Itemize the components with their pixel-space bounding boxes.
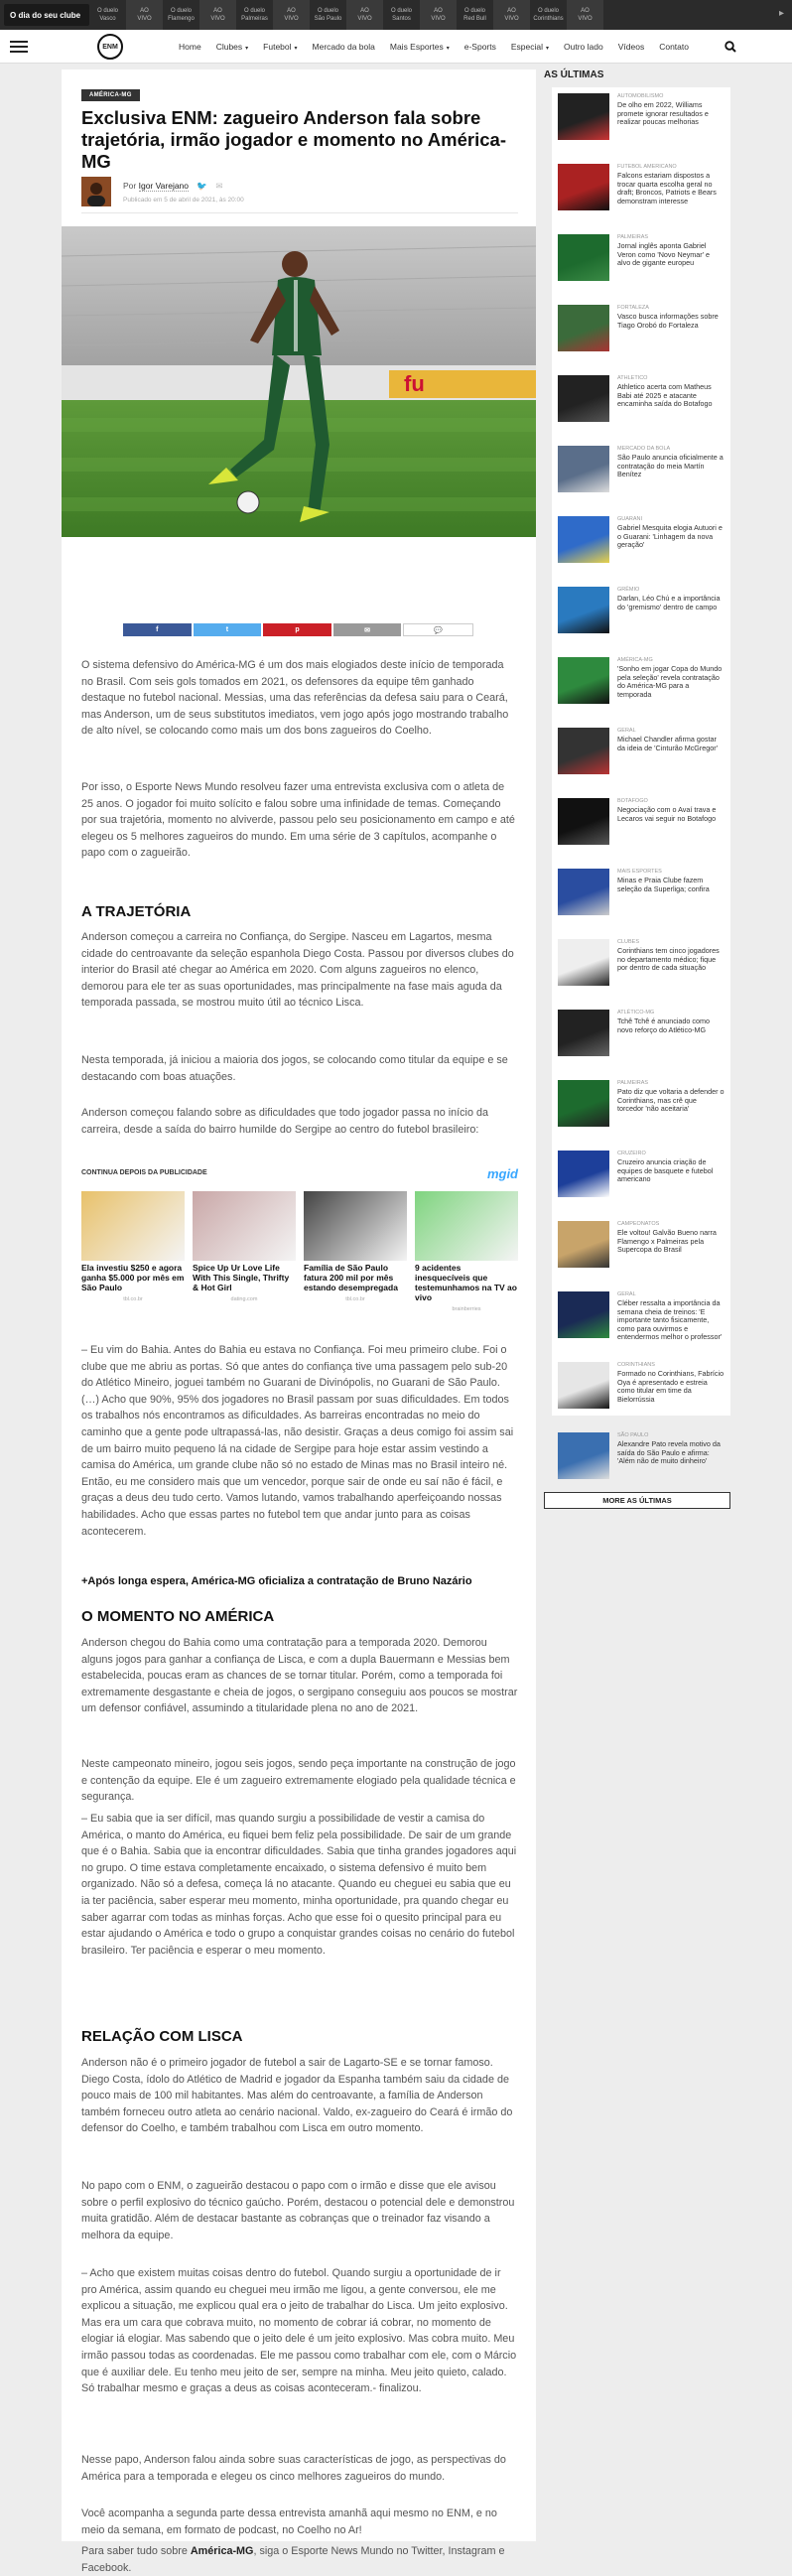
- news-category[interactable]: CLUBES: [617, 939, 640, 945]
- sidebar-news-item[interactable]: [552, 863, 730, 922]
- ticker-line: VIVO: [284, 16, 299, 22]
- ticker-line: AO: [287, 8, 296, 14]
- svg-text:fu: fu: [404, 371, 425, 396]
- news-category[interactable]: ATHLETICO: [617, 375, 648, 381]
- news-category[interactable]: GRÊMIO: [617, 587, 640, 593]
- news-thumbnail: [558, 798, 609, 845]
- nav-item-label: e-Sports: [463, 42, 496, 52]
- sponsored-source: brainberries: [452, 1306, 481, 1312]
- section-heading: A TRAJETÓRIA: [81, 903, 192, 920]
- ticker-line: VIVO: [210, 16, 225, 22]
- sidebar-news-item[interactable]: [552, 651, 730, 711]
- news-title[interactable]: Michael Chandler afirma gostar da ideia de 'Cinturão McGregor': [617, 735, 719, 752]
- ticker-item[interactable]: [126, 0, 163, 30]
- divider: [81, 212, 518, 213]
- news-category[interactable]: ATLÉTICO-MG: [617, 1010, 655, 1016]
- ticker-item[interactable]: [273, 0, 310, 30]
- sidebar-news-item[interactable]: [552, 1074, 730, 1134]
- news-category[interactable]: GERAL: [617, 728, 636, 734]
- sidebar-news-item[interactable]: [552, 722, 730, 781]
- footer-text: , siga o Esporte News Mundo no Twitter, Instagram e Facebook.: [81, 2545, 505, 2574]
- ticker-item[interactable]: [567, 0, 603, 30]
- section-heading: RELAÇÃO COM LISCA: [81, 2028, 243, 2045]
- sponsored-image: [193, 1191, 296, 1261]
- nav-item-e-sports[interactable]: [464, 42, 496, 52]
- sponsored-image: [304, 1191, 407, 1261]
- news-title[interactable]: Darlan, Léo Chú e a importância do 'gremismo' dentro de campo: [617, 594, 721, 611]
- article-paragraph: Neste campeonato mineiro, jogou seis jogos, sendo peça importante na construção de jogo e contenção da equipe. Ele é um zagueiro extremamente elogiado pela qualidade técnica e segurança.: [81, 1758, 516, 1804]
- news-title[interactable]: Alexandre Pato revela motivo da saída do São Paulo e afirma: 'Além não de muito dinheiro': [617, 1439, 721, 1466]
- news-category[interactable]: CAMPEONATOS: [617, 1221, 660, 1227]
- nav-item-label: Futebol: [263, 42, 292, 52]
- news-category[interactable]: AUTOMOBILISMO: [617, 93, 664, 99]
- news-title[interactable]: Cruzeiro anuncia criação de equipes de basquete e futebol americano: [617, 1157, 714, 1184]
- ticker-item[interactable]: [457, 0, 493, 30]
- article-paragraph: Nesse papo, Anderson falou ainda sobre suas características de jogo, as perspectivas do América para a temporada e elegeu os cinco melhores zagueiros do mundo.: [81, 2454, 506, 2483]
- nav-item-label: Vídeos: [617, 42, 645, 52]
- news-thumbnail: [558, 939, 609, 986]
- news-category[interactable]: PALMEIRAS: [617, 1080, 649, 1086]
- ticker-line: Corinthians: [533, 16, 564, 22]
- news-category[interactable]: GUARANI: [617, 516, 643, 522]
- chevron-down-icon: ▾: [294, 46, 298, 52]
- ticker-line: O duelo: [243, 8, 265, 14]
- nav-item-especial[interactable]: [511, 42, 549, 52]
- ticker-item[interactable]: [493, 0, 530, 30]
- news-title[interactable]: Minas e Praia Clube fazem seleção da Superliga; confira: [617, 876, 710, 893]
- nav-item-contato[interactable]: [659, 42, 689, 52]
- news-thumbnail: [558, 234, 609, 281]
- top-ticker-bar: [0, 0, 792, 30]
- news-title[interactable]: Negociação com o Avaí trava e Lecaros vai seguir no Botafogo: [617, 805, 717, 823]
- ticker-line: O duelo: [170, 8, 192, 14]
- sponsored-title: Ela investiu $250 e agora ganha $5.000 por mês em São Paulo: [81, 1263, 185, 1292]
- article-paragraph: Anderson chegou do Bahia como uma contratação para a temporada 2020. Demorou alguns jogos para ganhar a confiança de Lisca, e com a dupla Bauermann e Messias bem estabelecida, poucas eram as chances de se tornar titular. Porém, como a temporada foi extremamente desgastante e cheia de jogos, o sergipano conseguiu aos poucos se mostrar um defensor confiável, assumindo a titularidade plena no ano de 2021.: [81, 1637, 518, 1715]
- nav-item-v-deos[interactable]: [618, 42, 644, 52]
- ticker-item[interactable]: [163, 0, 199, 30]
- more-latest-button[interactable]: MORE AS ÚLTIMAS: [544, 1492, 730, 1509]
- sponsored-title: 9 acidentes inesquecíveis que testemunhamos na TV ao vivo: [415, 1263, 517, 1302]
- sponsored-title: Família de São Paulo fatura 200 mil por mês estando desempregada: [304, 1263, 398, 1292]
- ticker-item[interactable]: [236, 0, 273, 30]
- footer-text: Para saber tudo sobre: [81, 2545, 188, 2557]
- ticker-line: VIVO: [137, 16, 152, 22]
- news-title[interactable]: Jornal inglês aponta Gabriel Veron como 'Novo Neymar' e alvo de gigante europeu: [617, 241, 711, 268]
- article-paragraph: Nesta temporada, já iniciou a maioria dos jogos, se colocando como titular da equipe e se destacando com boas atuações.: [81, 1054, 508, 1083]
- share-email-button[interactable]: ✉: [333, 623, 402, 636]
- ticker-list: [89, 0, 603, 30]
- article-paragraph: O sistema defensivo do América-MG é um dos mais elogiados deste início de temporada no Brasil. Com seis gols tomados em 2021, os defensores da equipe têm ganhado destaque no futebol nacional. Messias, uma das referências da defesa saiu para o Ceará, mas Anderson, um de seus substitutos imediatos, vem jogo após jogo mostrando trabalho de alto nível, se colocando como mais um dos bons zagueiros do Coelho.: [81, 659, 509, 738]
- sidebar-title: AS ÚLTIMAS: [544, 69, 604, 80]
- news-category[interactable]: MAIS ESPORTES: [617, 869, 662, 875]
- sidebar-news-item[interactable]: [552, 1356, 730, 1416]
- sponsored-title: Spice Up Ur Love Life With This Single, Thrifty & Hot Girl: [193, 1263, 290, 1292]
- chevron-down-icon: ▾: [245, 46, 249, 52]
- nav-item-label: Mais Esportes: [389, 42, 444, 52]
- news-category[interactable]: CORINTHIANS: [617, 1362, 655, 1368]
- sidebar-news-item[interactable]: [552, 1004, 730, 1063]
- news-thumbnail: [558, 1221, 609, 1268]
- ticker-line: VIVO: [578, 16, 593, 22]
- author-byline: [123, 181, 222, 192]
- sidebar-news-item[interactable]: [552, 1145, 730, 1204]
- article-paragraph: – Eu vim do Bahia. Antes do Bahia eu estava no Confiança. Foi meu primeiro clube. Foi o clube que me abriu as portas. Só que antes do confiança tive uma passagem pelo sub-20 do Atlético Mineiro, joguei também no Guarani de Divinópolis, no Guarani de São Paulo. (…) Acho que 90%, 95% dos jogadores no Brasil passam por suas dificuldades. Em todos os trabalhos nós encontramos as dificuldades. As barreiras encontradas no meio do caminho que a gente pode ultrapassá-las, não desistir. Graças a deus comigo foi assim sai de um bairro muito pequeno lá na cidade de Sergipe para hoje estar assim vestindo a camisa do América, um grande clube não só no estado de Minas mas no Brasil inteiro né. Então, eu me considero mais que um vencedor, porque sair de onde eu saí não é fácil, e graças a deus deu tudo certo. Vamos lutando, vamos trabalhando aperfeiçoando nossas habilidades. Acho que essas partes no futebol tem que andar junto para as coisas acontecerem.: [81, 1344, 514, 1538]
- news-thumbnail: [558, 587, 609, 633]
- news-title[interactable]: Tchê Tchê é anunciado como novo reforço do Atlético-MG: [617, 1017, 710, 1034]
- sponsored-content-block: [81, 1166, 518, 1322]
- ticker-line: Red Bull: [463, 16, 486, 22]
- ticker-item[interactable]: [383, 0, 420, 30]
- ticker-brand-label[interactable]: O dia do seu clube: [4, 4, 89, 26]
- ticker-line: AO: [140, 8, 149, 14]
- nav-item-futebol[interactable]: [263, 42, 297, 52]
- sponsored-image: [415, 1191, 518, 1261]
- news-category[interactable]: AMÉRICA-MG: [617, 657, 653, 663]
- ad-network-logo[interactable]: mgid: [486, 1166, 518, 1181]
- news-thumbnail: [558, 375, 609, 422]
- nav-item-outro-lado[interactable]: [564, 42, 603, 52]
- nav-item-mercado-da-bola[interactable]: [313, 42, 375, 52]
- nav-item-label: Clubes: [215, 42, 243, 52]
- news-category[interactable]: MERCADO DA BOLA: [617, 446, 671, 452]
- article-paragraph: Anderson não é o primeiro jogador de futebol a sair de Lagarto-SE e se tornar famoso. Diego Costa, ídolo do Atlético de Madrid e jogador da Espanha também saiu da cidade de pouco mais de 100 mil habitantes. Mas além do centroavante, a família de Anderson também forneceu outro atleta ao cenário nacional. Valdo, ex-zagueiro do Ceará é irmão do defensor do Coelho, e também trabalhou com Lisca em outro momento.: [81, 2057, 513, 2135]
- news-thumbnail: [558, 869, 609, 915]
- share-pinterest-button[interactable]: p: [263, 623, 331, 636]
- byline-prefix: Por: [123, 181, 137, 191]
- sidebar-news-item[interactable]: [552, 792, 730, 852]
- ticker-line: Vasco: [99, 16, 116, 22]
- article-paragraph: – Eu sabia que ia ser difícil, mas quando surgiu a possibilidade de vestir a camisa do América, o manto do América, eu fiquei bem feliz pela possibilidade. De sair de um grande que é o Bahia. Sabia que ia encontrar dificuldades. Sabia que tinha grandes jogadores aqui no grupo. O time estava completamente encaixado, o sistema defensivo é muito bem organizado. Não só a defesa, começa lá no atacante. Quando eu cheguei eu sabia que eu ia ter paciência, saber esperar meu momento, minha oportunidade, pra quando chegar eu saber agarrar com todas as minhas forças. Acho que esse foi o quesito principal para eu estar ajudando o América e todo o grupo a conquistar grandes coisas no cenário do futebol brasileiro. Ter paciência e esperar o meu momento.: [81, 1813, 517, 1957]
- chevron-down-icon: ▾: [446, 46, 450, 52]
- article-paragraph: No papo com o ENM, o zagueirão destacou o papo com o irmão e disse que ele avisou sobre o perfil explosivo do técnico gaúcho. Porém, destacou o potencial dele e demonstrou muita gratidão. Além de destacar bastante as cobranças que o treinador faz visando a melhora da equipe.: [81, 2180, 515, 2241]
- hero-image: [62, 226, 536, 537]
- club-tag-link[interactable]: América-MG: [190, 2545, 254, 2557]
- article-paragraph: Anderson começou a carreira no Confiança, do Sergipe. Nasceu em Lagartos, mesma cidade do centroavante da seleção espanhola Diego Costa. Passou por diversos clubes do interior do Brasil até chegar ao América em 2020. Com alguns zagueiros no elenco, demorou para ele ter as suas oportunidades, mas principalmente na fase mais aguda da temporada passada, se mostrou muito útil ao técnico Lisca.: [81, 931, 514, 1010]
- main-nav: [0, 30, 792, 64]
- sponsored-image: [81, 1191, 185, 1261]
- author-twitter-icon[interactable]: 🐦: [197, 181, 207, 191]
- ticker-item[interactable]: [346, 0, 383, 30]
- news-thumbnail: [558, 446, 609, 492]
- share-twitter-button[interactable]: t: [194, 623, 262, 636]
- sidebar-news-item[interactable]: [552, 440, 730, 499]
- ticker-line: AO: [581, 8, 590, 14]
- sponsored-card[interactable]: [193, 1191, 296, 1302]
- sidebar-news-item[interactable]: [552, 510, 730, 570]
- news-title[interactable]: Formado no Corinthians, Fabrício Oya é apresentado e estreia como titular em time da Bielorrússia: [617, 1369, 725, 1404]
- news-title[interactable]: Corinthians tem cinco jogadores no departamento médico; fique por dentro de cada situação: [617, 946, 720, 973]
- news-category[interactable]: CRUZEIRO: [617, 1151, 646, 1156]
- ticker-line: O duelo: [537, 8, 559, 14]
- section-heading: O MOMENTO NO AMÉRICA: [81, 1608, 275, 1625]
- ticker-item[interactable]: [199, 0, 236, 30]
- ad-header-label: CONTINUA DEPOIS DA PUBLICIDADE: [81, 1169, 207, 1176]
- ticker-line: VIVO: [357, 16, 372, 22]
- ticker-line: O duelo: [390, 8, 412, 14]
- search-icon[interactable]: [725, 41, 736, 53]
- sidebar-news-item[interactable]: [552, 299, 730, 358]
- article-card: [62, 69, 536, 2574]
- news-title[interactable]: São Paulo anuncia oficialmente a contratação do meia Martín Benítez: [617, 453, 724, 479]
- ticker-line: VIVO: [504, 16, 519, 22]
- news-category[interactable]: FORTALEZA: [617, 305, 649, 311]
- sponsored-source: dating.com: [230, 1296, 258, 1302]
- article-paragraph: Você acompanha a segunda parte dessa entrevista amanhã aqui mesmo no ENM, e no meio da semana, em formato de podcast, no Coelho no Ar!: [81, 2508, 497, 2536]
- nav-item-clubes[interactable]: [216, 42, 248, 52]
- news-thumbnail: [558, 728, 609, 774]
- sidebar-news-item[interactable]: [552, 1286, 730, 1345]
- published-date: Publicado em 5 de abril de 2021, às 20:00: [123, 197, 244, 203]
- news-category[interactable]: BOTAFOGO: [617, 798, 648, 804]
- ticker-line: São Paulo: [314, 16, 342, 22]
- news-category[interactable]: SÃO PAULO: [617, 1432, 649, 1438]
- latest-news-list: [552, 87, 730, 1466]
- nav-item-home[interactable]: [179, 42, 201, 52]
- comment-button[interactable]: 💬: [403, 623, 473, 636]
- news-thumbnail: [558, 1010, 609, 1056]
- news-title[interactable]: Pato diz que voltaria a defender o Corinthians, mas crê que torcedor 'não aceitaria': [617, 1087, 725, 1114]
- sidebar-news-item[interactable]: [552, 1215, 730, 1275]
- nav-item-label: Contato: [659, 42, 689, 52]
- news-thumbnail: [558, 1291, 609, 1338]
- article-paragraph: Por isso, o Esporte News Mundo resolveu fazer uma entrevista exclusiva com o atleta de 25 anos. O jogador foi muito solícito e falou sobre uma infinidade de temas. Começando por sua trajetória, momento no alviverde, passou pelo seu posicionamento em campo e até elegeu os 5 melhores zagueiros do mundo. Em uma série de 3 capítulos, acompanhe o papo com o zagueirão.: [81, 781, 515, 860]
- sidebar-news-item[interactable]: [552, 1426, 730, 1486]
- sponsored-card[interactable]: [415, 1191, 518, 1312]
- sidebar-news-item[interactable]: [552, 581, 730, 640]
- nav-item-mais-esportes[interactable]: [390, 42, 450, 52]
- news-title[interactable]: 'Sonho em jogar Copa do Mundo pela seleção' revela contratação do América-MG para a temporada: [617, 664, 723, 699]
- sponsored-card[interactable]: [304, 1191, 407, 1302]
- nav-item-label: Home: [179, 42, 201, 52]
- ticker-line: AO: [213, 8, 222, 14]
- site-logo[interactable]: ENM: [97, 34, 123, 60]
- news-category[interactable]: GERAL: [617, 1291, 636, 1297]
- ticker-line: O duelo: [96, 8, 118, 14]
- share-buttons: [123, 623, 473, 637]
- news-thumbnail: [558, 1362, 609, 1409]
- news-category[interactable]: FUTEBOL AMERICANO: [617, 164, 677, 170]
- ticker-line: O duelo: [317, 8, 338, 14]
- news-title[interactable]: Ele voltou! Galvão Bueno narra Flamengo x Palmeiras pela Supercopa do Brasil: [617, 1228, 717, 1255]
- related-article-link[interactable]: +Após longa espera, América-MG oficializa a contratação de Bruno Nazário: [81, 1575, 472, 1587]
- sidebar-news-item[interactable]: [552, 158, 730, 217]
- ticker-item[interactable]: [310, 0, 346, 30]
- ticker-line: AO: [507, 8, 516, 14]
- article-paragraph: – Acho que existem muitas coisas dentro do futebol. Quando surgiu a oportunidade de ir pro América, assim quando eu cheguei meu irmão me ligou, a gente conversou, ele me explicou a situação, me explicou qual era o jeito de trabalhar do Lisca. Um jeito explosivo. Mas era um cara que cobrava muito, no momento de cobrar iá cobrar, no momento de elogiar iá elogiar. Mas sabendo que o jeito dele é um jeito explosivo. Mas cobra muito. Meu irmão passou todas as coordenadas. Ele me passou como trabalhar com ele, com o Márcio que é auxiliar dele. Eu tenho meu jeito de ser, sempre na minha. Meu jeito quieto, calado. Só trabalhar mesmo e graças a deus as coisas aconteceram.- finalizou.: [81, 2267, 517, 2395]
- category-tag[interactable]: AMÉRICA-MG: [81, 89, 140, 101]
- chevron-down-icon: ▾: [546, 46, 550, 52]
- news-title[interactable]: Gabriel Mesquita elogia Autuori e o Guarani: 'Linhagem da nova geração': [617, 523, 723, 550]
- ticker-line: Palmeiras: [241, 16, 268, 22]
- nav-item-label: Outro lado: [564, 42, 603, 52]
- ticker-next-icon[interactable]: ▸: [778, 8, 784, 19]
- sidebar-news-item[interactable]: [552, 228, 730, 288]
- news-title[interactable]: Athletico acerta com Matheus Babi até 2025 e atacante encaminha saída do Botafogo: [617, 382, 713, 409]
- article-headline: Exclusiva ENM: zagueiro Anderson fala sobre trajetória, irmão jogador e momento no América-MG: [81, 107, 506, 172]
- article-paragraph: [81, 2543, 518, 2576]
- ticker-line: AO: [360, 8, 369, 14]
- news-title[interactable]: Falcons estariam dispostos a trocar quarta escolha geral no draft; Broncos, Patriots e Bears demonstram interesse: [617, 171, 717, 205]
- nav-menu: [179, 30, 704, 64]
- author-mail-icon[interactable]: ✉: [215, 181, 223, 191]
- ticker-line: O duelo: [463, 8, 485, 14]
- ticker-line: Flamengo: [168, 16, 195, 22]
- news-thumbnail: [558, 1432, 609, 1479]
- sidebar-news-item[interactable]: [552, 87, 730, 147]
- news-thumbnail: [558, 657, 609, 704]
- author-avatar[interactable]: [81, 177, 111, 206]
- ticker-item[interactable]: [530, 0, 567, 30]
- author-name-link[interactable]: Igor Varejano: [138, 181, 190, 191]
- news-thumbnail: [558, 93, 609, 140]
- share-facebook-button[interactable]: f: [123, 623, 192, 636]
- sponsored-source: tbl.co.br: [345, 1296, 365, 1302]
- news-thumbnail: [558, 1080, 609, 1127]
- sidebar-news-item[interactable]: [552, 933, 730, 993]
- nav-item-label: Mercado da bola: [312, 42, 375, 52]
- news-thumbnail: [558, 305, 609, 351]
- ticker-line: VIVO: [431, 16, 446, 22]
- news-title[interactable]: Cléber ressalta a importância da semana cheia de treinos: 'E importante tanto fisicamente, como para ouvirmos e entendermos melhor o professor': [617, 1298, 723, 1342]
- article-paragraph: Anderson começou falando sobre as dificuldades que todo jogador passa no início da carreira, desde a saída do bairro humilde do Sergipe ao centro do futebol brasileiro:: [81, 1107, 488, 1136]
- sidebar-news-item[interactable]: [552, 369, 730, 429]
- ticker-line: AO: [434, 8, 443, 14]
- news-title[interactable]: Vasco busca informações sobre Tiago Orobó do Fortaleza: [617, 312, 719, 330]
- news-thumbnail: [558, 164, 609, 210]
- news-category[interactable]: PALMEIRAS: [617, 234, 649, 240]
- hamburger-menu-icon[interactable]: [10, 41, 28, 53]
- sponsored-source: tbl.co.br: [123, 1296, 143, 1302]
- ticker-line: Santos: [392, 16, 411, 22]
- sponsored-card[interactable]: [81, 1191, 185, 1302]
- news-thumbnail: [558, 516, 609, 563]
- ticker-item[interactable]: [89, 0, 126, 30]
- ticker-item[interactable]: [420, 0, 457, 30]
- news-title[interactable]: De olho em 2022, Williams promete ignorar resultados e realizar poucas melhorias: [617, 100, 709, 127]
- nav-item-label: Especial: [510, 42, 544, 52]
- news-thumbnail: [558, 1151, 609, 1197]
